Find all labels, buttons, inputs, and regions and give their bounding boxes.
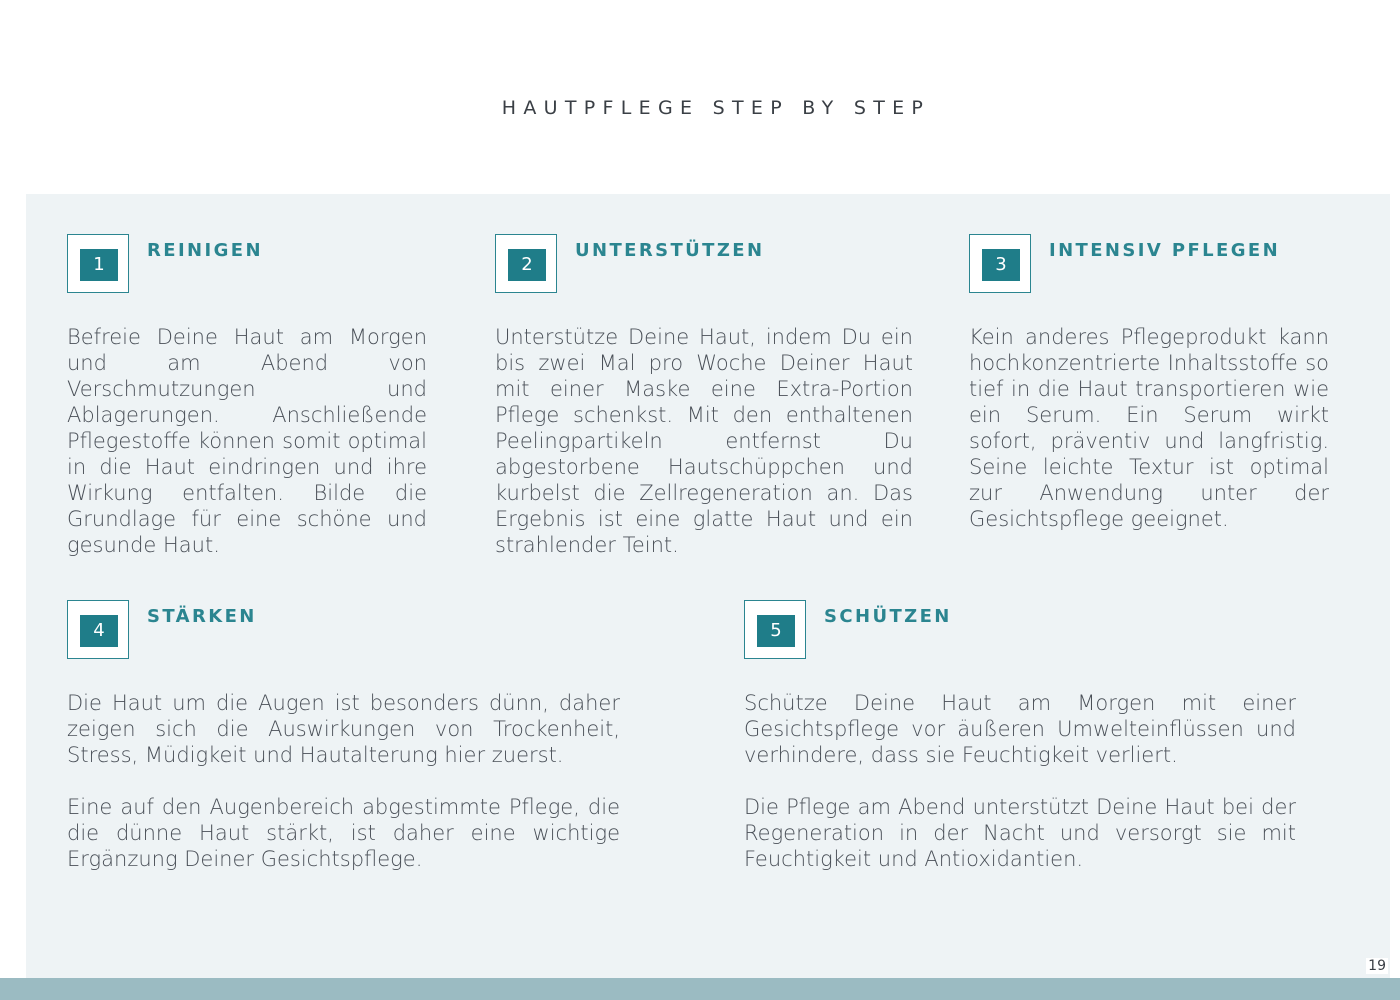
page-number: 19	[1368, 958, 1386, 974]
step-number-badge	[744, 600, 806, 659]
step-paragraph: Die Haut um die Augen ist besonders dünn, daher zeigen sich die Auswirkungen von Trockenheit, Stress, Müdigkeit und Hautalterung hier zuerst.	[67, 691, 620, 767]
step-number: 5	[757, 615, 795, 647]
step-description	[969, 324, 1329, 532]
step-heading: SCHÜTZEN	[824, 606, 952, 627]
step-number-badge	[495, 234, 557, 293]
step-heading: INTENSIV PFLEGEN	[1049, 240, 1281, 261]
step-description	[67, 690, 620, 872]
step-number-badge	[969, 234, 1031, 293]
step-paragraph: Eine auf den Augenbereich abgestimmte Pflege, die die dünne Haut stärkt, ist daher eine wichtige Ergänzung Deiner Gesichtspflege.	[67, 795, 620, 871]
step-heading: STÄRKEN	[147, 606, 257, 627]
step-number: 1	[80, 249, 118, 281]
page-title: HAUTPFLEGE STEP BY STEP	[501, 97, 931, 119]
footer-bar	[0, 978, 1400, 1000]
step-number-badge	[67, 234, 129, 293]
step-paragraph: Die Pflege am Abend unterstützt Deine Haut bei der Regeneration in der Nacht und versorgt sie mit Feuchtigkeit und Antioxidantien.	[744, 795, 1296, 871]
step-paragraph: Kein anderes Pflegeprodukt kann hochkonzentrierte Inhaltsstoffe so tief in die Haut transportieren wie ein Serum. Ein Serum wirkt sofort, präventiv und langfristig. Seine leichte Textur ist optimal zur Anwendung unter der Gesichtspflege geeignet.	[969, 325, 1329, 531]
step-number-badge	[67, 600, 129, 659]
step-paragraph: Befreie Deine Haut am Morgen und am Abend von Verschmutzungen und Ablagerungen. Anschließende Pflegestoffe können somit optimal in die Haut eindringen und ihre Wirkung entfalten. Bilde die Grundlage für eine schöne und gesunde Haut.	[67, 325, 427, 557]
step-description	[67, 324, 427, 558]
step-number: 4	[80, 615, 118, 647]
step-paragraph: Schütze Deine Haut am Morgen mit einer Gesichtspflege vor äußeren Umwelteinflüssen und verhindere, dass sie Feuchtigkeit verliert.	[744, 691, 1296, 767]
step-heading: REINIGEN	[147, 240, 263, 261]
step-description	[495, 324, 913, 558]
step-paragraph: Unterstütze Deine Haut, indem Du ein bis zwei Mal pro Woche Deiner Haut mit einer Maske eine Extra-Portion Pflege schenkst. Mit den enthaltenen Peelingpartikeln entfernst Du abgestorbene Hautschüppchen und kurbelst die Zellregeneration an. Das Ergebnis ist eine glatte Haut und ein strahlender Teint.	[495, 325, 913, 557]
step-description	[744, 690, 1296, 872]
step-heading: UNTERSTÜTZEN	[575, 240, 765, 261]
step-number: 2	[508, 249, 546, 281]
step-number: 3	[982, 249, 1020, 281]
